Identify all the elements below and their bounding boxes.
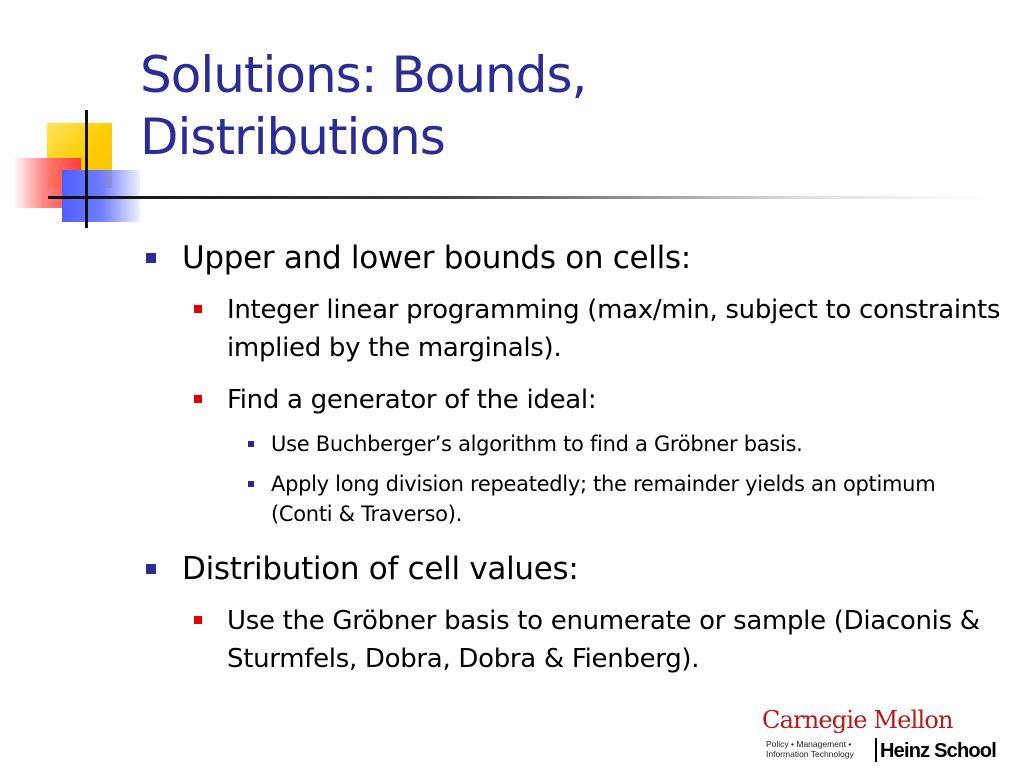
bullet-level3 [248,469,991,529]
logo-divider [875,738,877,762]
bullet-text: Integer linear programming (max/min, subject to constraints implied by the marginals). [227,295,1001,363]
bullet-level2 [194,602,1017,678]
logo-tagline-line-1: Policy • Management • [766,739,852,749]
slide-title-line-1: Solutions: Bounds, [140,46,587,104]
bullet-level1 [146,238,1024,278]
bullet-text: Use the Gröbner basis to enumerate or sample (Diaconis & Sturmfels, Dobra, Dobra & Fienberg). [227,606,980,674]
bullet-marker [194,616,202,624]
logo-tagline [766,739,874,759]
logo-university-name: Carnegie Mellon [762,706,953,734]
bullet-text: Apply long division repeatedly; the remainder yields an optimum (Conti & Traverso). [271,472,936,526]
bullet-text: Upper and lower bounds on cells: [182,240,691,276]
bullet-level1 [146,549,1024,589]
bullet-marker [194,305,202,313]
bullet-level2 [194,291,1017,367]
bullet-level3 [248,429,991,459]
bullet-text: Find a generator of the ideal: [227,385,597,415]
bullet-text: Distribution of cell values: [182,551,579,587]
bullet-marker [146,564,156,574]
carnegie-mellon-heinz-logo [762,706,1017,762]
logo-tagline-line-2: Information Technology [766,749,854,759]
bullet-text: Use Buchberger’s algorithm to find a Gröbner basis. [271,432,803,456]
bullet-marker [248,441,254,447]
logo-school-name: Heinz School [880,740,996,762]
bullet-marker [194,395,202,403]
bullet-marker [146,253,156,263]
bullet-marker [248,481,254,487]
slide-title-line-2: Distributions [140,108,445,166]
bullet-level2 [194,381,1017,419]
